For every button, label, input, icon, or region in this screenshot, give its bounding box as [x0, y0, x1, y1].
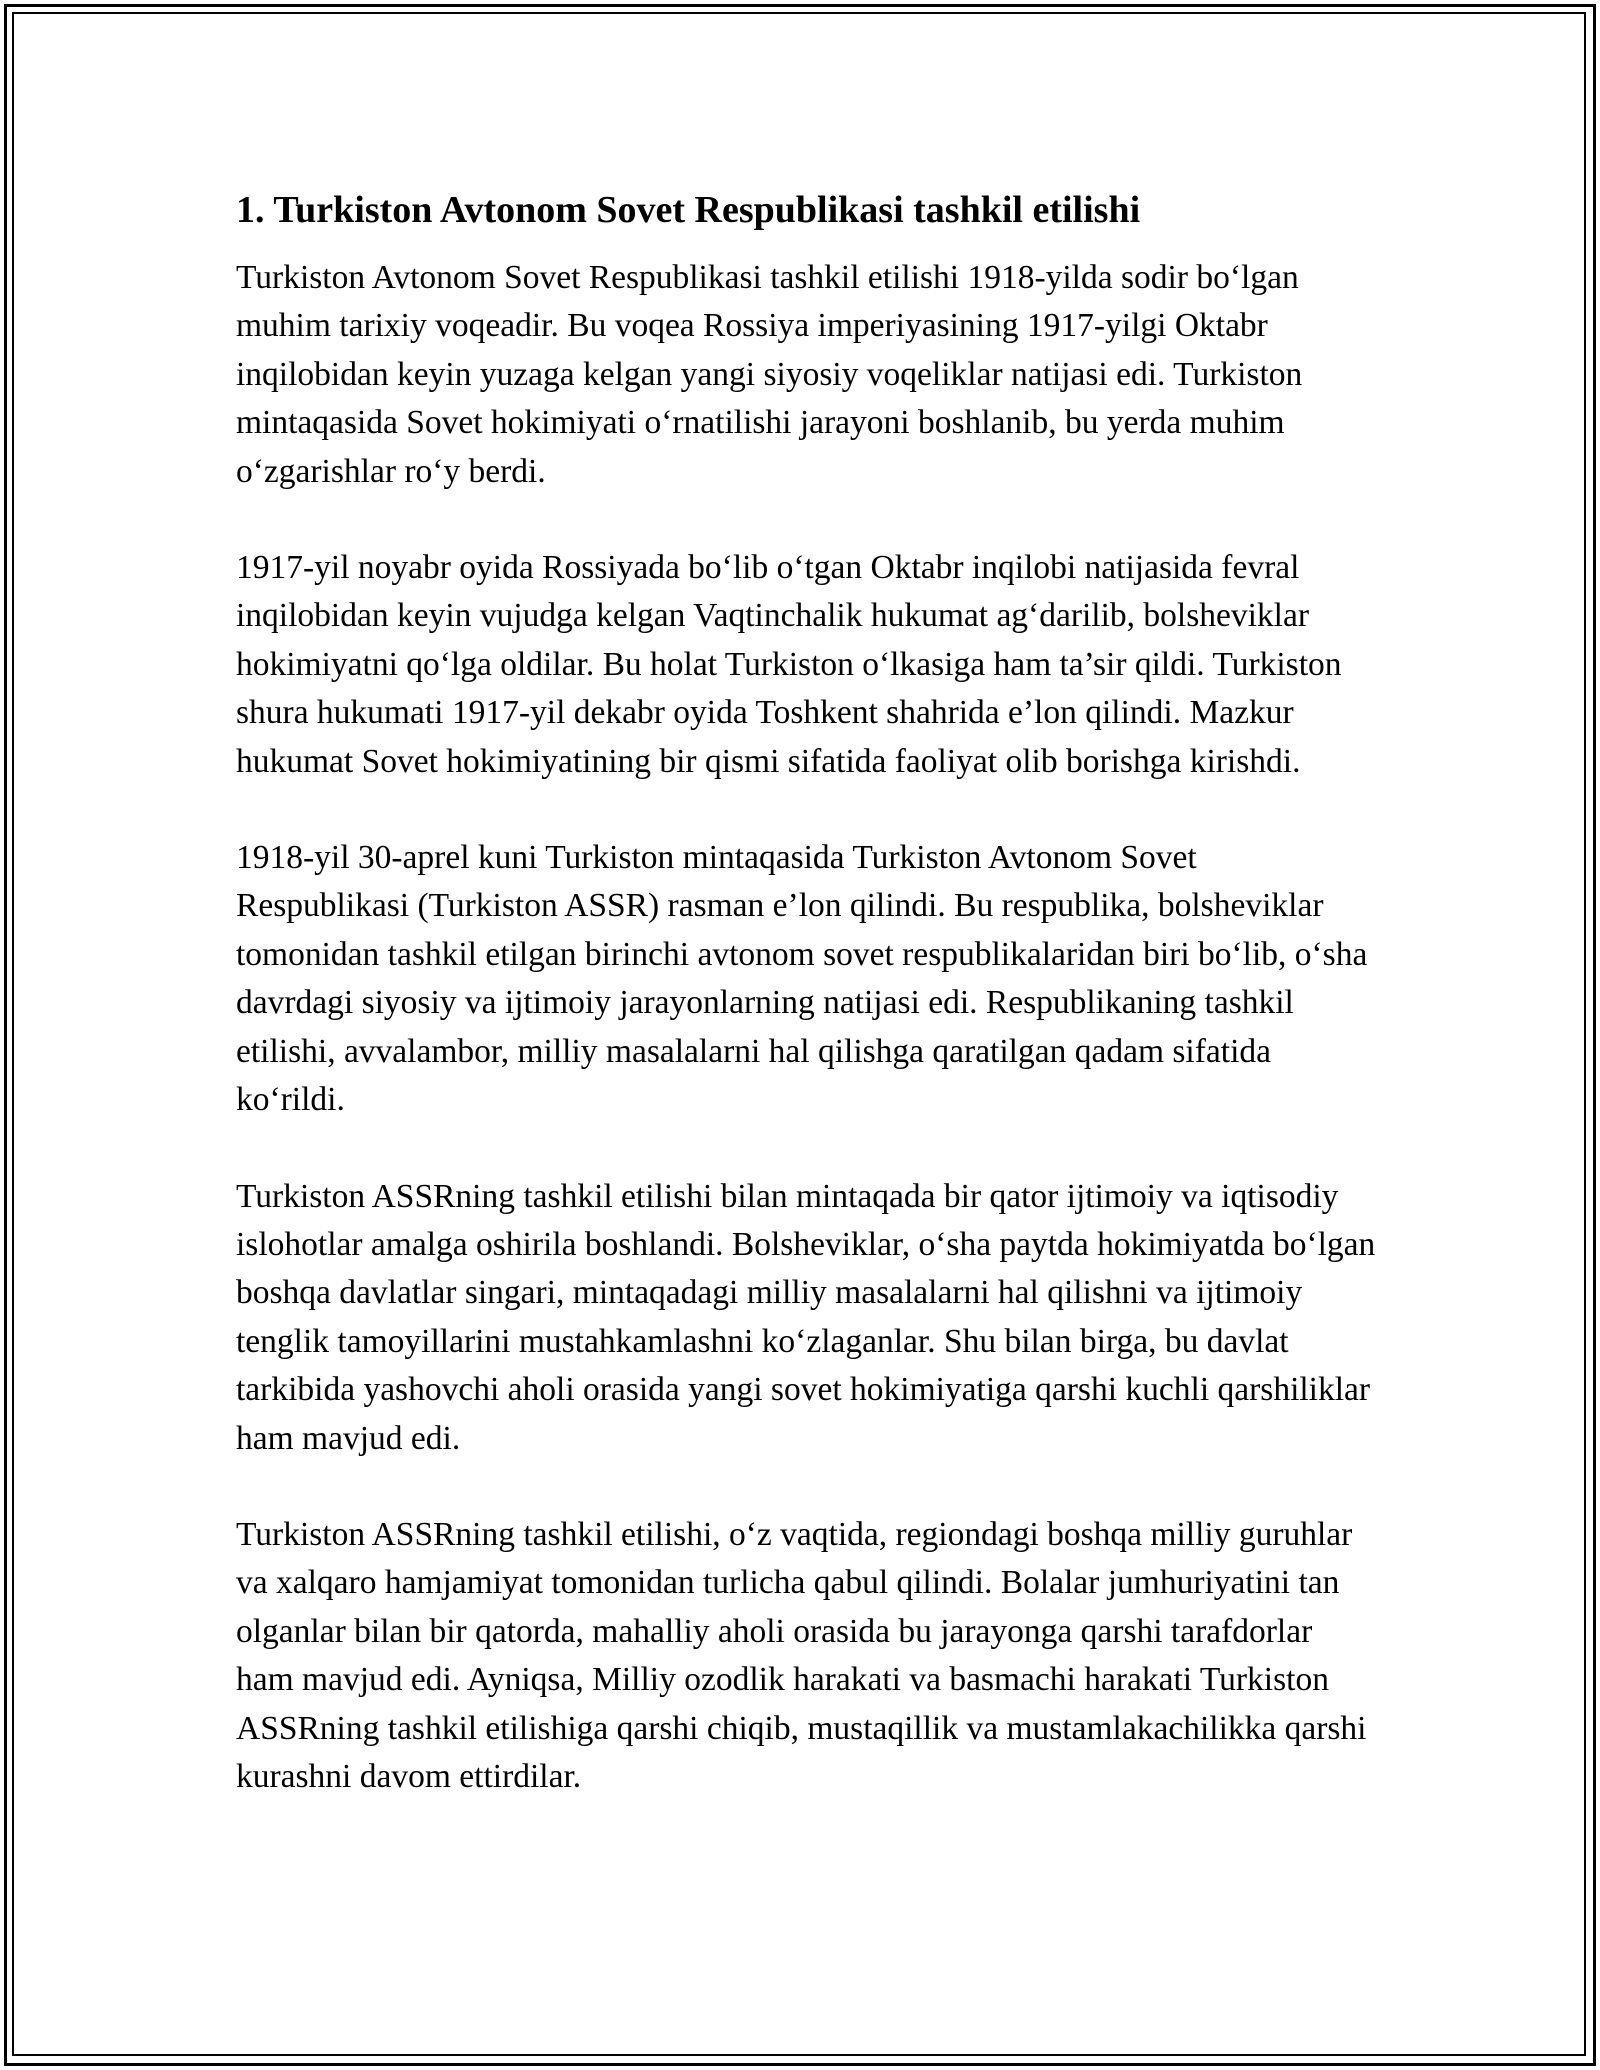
paragraph-1: Turkiston Avtonom Sovet Respublikasi tashkil etilishi 1918-yilda sodir bo‘lgan muhim tarixiy voqeadir. Bu voqea Rossiya imperiyasining 1917-yilgi Oktabr inqilobidan keyin yuzaga kelgan yangi siyosiy voqeliklar natijasi edi. Turkiston mintaqasida Sovet hokimiyati o‘rnatilishi jarayoni boshlanib, bu yerda muhim o‘zgarishlar ro‘y berdi.: [236, 259, 1303, 490]
paragraph-5: Turkiston ASSRning tashkil etilishi, o‘z vaqtida, regiondagi boshqa milliy guruhlar va xalqaro hamjamiyat tomonidan turlicha qabul qilindi. Bolalar jumhuriyatini tan olganlar bilan bir qatorda, mahalliy aholi orasida bu jarayonga qarshi tarafdorlar ham mavjud edi. Ayniqsa, Milliy ozodlik harakati va basmachi harakati Turkiston ASSRning tashkil etilishiga qarshi chiqib, mustaqillik va mustamlakachilikka qarshi kurashni davom ettirdilar.: [236, 1515, 1367, 1795]
paragraph-4: Turkiston ASSRning tashkil etilishi bilan mintaqada bir qator ijtimoiy va iqtisodiy islohotlar amalga oshirila boshlandi. Bolsheviklar, o‘sha paytda hokimiyatda bo‘lgan boshqa davlatlar singari, mintaqadagi milliy masalalarni hal qilishni va ijtimoiy tenglik tamoyillarini mustahkamlashni ko‘zlaganlar. Shu bilan birga, bu davlat tarkibida yashovchi aholi orasida yangi sovet hokimiyatiga qarshi kuchli qarshiliklar ham mavjud edi.: [236, 1177, 1376, 1457]
paragraph-3: 1918-yil 30-aprel kuni Turkiston mintaqasida Turkiston Avtonom Sovet Respublikasi (Turkiston ASSR) rasman e’lon qilindi. Bu respublika, bolsheviklar tomonidan tashkil etilgan birinchi avtonom sovet respublikalaridan biri bo‘lib, o‘sha davrdagi siyosiy va ijtimoiy jarayonlarning natijasi edi. Respublikaning tashkil etilishi, avvalambor, milliy masalalarni hal qilishga qaratilgan qadam sifatida ko‘rildi.: [236, 839, 1368, 1119]
paragraph-2: 1917-yil noyabr oyida Rossiyada bo‘lib o‘tgan Oktabr inqilobi natijasida fevral inqilobidan keyin vujudga kelgan Vaqtinchalik hukumat ag‘darilib, bolsheviklar hokimiyatni qo‘lga oldilar. Bu holat Turkiston o‘lkasiga ham ta’sir qildi. Turkiston shura hukumati 1917-yil dekabr oyida Toshkent shahrida e’lon qilindi. Mazkur hukumat Sovet hokimiyatining bir qismi sifatida faoliyat olib borishga kirishdi.: [236, 549, 1342, 780]
document-body: [236, 186, 1376, 1849]
page-title: 1. Turkiston Avtonom Sovet Respublikasi tashkil etilishi: [236, 189, 1141, 231]
